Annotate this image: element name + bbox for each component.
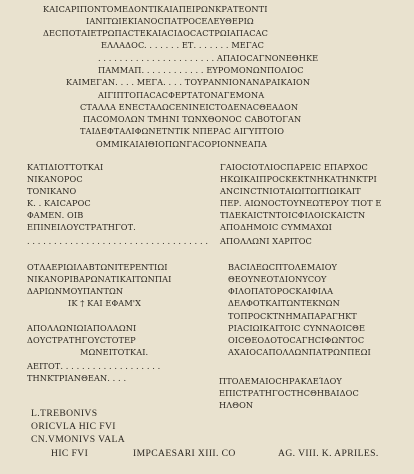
footer-center: IMPCAESARI XIII. CO	[133, 448, 236, 459]
left-col-line: ΝΙΚΑΝΟΡΙΒΑΡΩΝΑΤΙΚΑΙΤΩΝΠΑΙ	[27, 274, 172, 284]
left-col-line: ΕΠΙΝΕΙΛΟΥCΤΡΑΤΗΓΟΤ.	[27, 222, 136, 232]
left-col-line: ΟΤΛΑΕΡΙΩΙΛΑΒΤΩΝΙΤΕΡΕΝΤΙΩΙ	[27, 262, 168, 272]
left-col-line: ΔΟΥCΤΡΑΤΗΓΟΥCΤΟΤΕΡ	[27, 335, 136, 345]
top-line: ΙΑΝΙΤΩΙΕΚΙΑΝΟCΠΑΤΡΟCΕΛΕΥΘΕΡΙΩ	[86, 16, 254, 26]
right-col-line: ΤΟΠΡΟCΚΤΝΗΜΑΠΑΡΑΓΗΚΤ	[228, 311, 357, 321]
left-col-line: ΦΑΜΕΝ. ΟΙΒ	[27, 210, 84, 220]
latin-line: ORICVLA HIC FVI	[31, 421, 116, 432]
right-col-line: ΤΙΔΕΚΑΙCΤΝΤΟΙCΦΙΛΟΙCΚΑΙCΤΝ	[220, 210, 366, 220]
left-col-line: Κ. . ΚΑΙCΑΡΟC	[27, 198, 91, 208]
top-line: ΑΙΓΙΠΤΟΠΑCΑCΦΕΡΤΑΤΟΝΑΓΕΜΟΝΑ	[98, 90, 265, 100]
right-col-line: ΓΑΙΟCΙΟΤΛΙΟCΠΑΡΕΙC ΕΠΑΡΧΟC	[220, 162, 368, 172]
top-line: ΠΑCΟΜΟΛΩΝ ΤΜΗΝΙ ΤΩΝΧΘΟΝΟC CΑΒΟΤΟΓΑΝ	[83, 114, 302, 124]
right-col-line: ΕΠΙCΤΡΑΤΗΓΟCΤΗCΘΗΒΑΙΔΟC	[219, 388, 359, 398]
right-col-line: ΦΙΛΟΠΑΤΟΡΟCΚΑΙΦΙΛΑ	[228, 286, 334, 296]
top-line: ΤΑΙΔΕΦΤΑΛΙΦΩΝΕΤΝΤΙΚ ΝΠΕΡΑC ΑΙΓΥΠΤΟΙΟ	[80, 126, 285, 136]
right-col-line: ΑΧΑΙΟCΑΠΟΛΛΩΝΠΑΤΡΩΝΠΕΩΙ	[228, 347, 371, 357]
top-line: CΤΑΛΛΑ ΕΝΕCΤΑΛΩCΕΝΙΝΕΙCΤΟΔΕΝΑCΘΕΑΔΟΝ	[80, 102, 299, 112]
right-col-line: ΑΝCΙΝCΤΝΙΟΤΑΙΩΙΤΩΙΤΙΩΙΚΑΙΤ	[220, 186, 361, 196]
top-line: ΠΑΜΜΑΠ. . . . . . . . . . . . ΕΥΡΟΜΟΝΩΝΠΟΛΙΟC	[98, 65, 304, 75]
latin-line: HIC FVI	[51, 448, 89, 459]
left-col-line: ΑΠΟΛΛΩΝΙΩΙΑΠΟΛΛΩΝΙ	[27, 323, 137, 333]
right-col-line: ΠΤΟΛΕΜΑΙΟCΗΡΑΚΛΕΊΔΟΥ	[219, 376, 342, 386]
top-line: ΚΑΙCΑΡΙΠΟΝΤΟΜΕΔΟΝΤΙΚΑΙΑΠΕΙΡΩΝΚΡΑΤΕΟΝΤΙ	[43, 4, 268, 14]
left-col-line: ΤΟΝΙΚΑΝΟ	[27, 186, 77, 196]
right-col-line: ΠΕΡ. ΑΙΩΝΟCΤΟΥΝΕΩΤΕΡΟΥ ΤΙΟΤ Ε	[220, 198, 382, 208]
right-col-line: ΑΠΟΔΗΜΟΙC CΥΜΜΑΧΩΙ	[220, 222, 333, 232]
left-col-line: . . . . . . . . . . . . . . . . . . . . . . . . . . . . . . . . . .	[27, 236, 209, 246]
top-line: . . . . . . . . . . . . . . . . . . . . . . ΑΠΑΙΟCΑΓΝΟΝΕΘΗΚΕ	[98, 53, 319, 63]
top-line: ΕΛΛΑΔΟC. . . . . . . ΕΤ. . . . . . . ΜΕΓΑC	[101, 40, 265, 50]
latin-line: CN.VMONIVS VALA	[31, 434, 126, 445]
top-line: ΟΜΜΙΚΑΙΑΙΘΙΟΠΩΝΓΑCΟΡΙΟΝΝΕΑΠΑ	[96, 139, 267, 149]
left-col-line: ΤΗΝΚΤΡΙΑΝΘΕΑΝ. . . .	[27, 373, 127, 383]
top-line: ΚΑΙΜΕΓΑΝ. . . . ΜΕΓΑ. . . . ΤΟΥΡΑΝΝΙΟΝΑΝΔΡΑΙΚΑΙΟΝ	[66, 77, 311, 87]
left-col-line: ΙΚ † ΚΑΙ ΕΦΑΜ'Χ	[68, 298, 142, 308]
left-col-line: ΔΑΡΙΩΝΜΟΥΠΑΝΤΩΝ	[27, 286, 124, 296]
left-col-line: ΜΩΝΕΙΤΟΤΚΑΙ.	[80, 347, 149, 357]
left-col-line: ΚΑΤΙΔΙΟΤΤΟΤΚΑΙ	[27, 162, 104, 172]
right-col-line: ΗΚΩΙΚΑΙΠΡΟCΚΕΚΤΝΗΚΑΤΗΝΚΤΡΙ	[220, 174, 377, 184]
right-col-line: ΑΠΟΛΛΩΝΙ ΧΑΡΙΤΟC	[220, 236, 312, 246]
left-col-line: ΝΙΚΑΝΟΡΟC	[27, 174, 83, 184]
right-col-line: ΟΙCΘΕΟΔΟΤΟCΑΓΗCΙΦΩΝΤΟC	[228, 335, 365, 345]
right-col-line: ΗΛΘΟΝ	[219, 400, 254, 410]
right-col-line: ΡΙΑCΙΩΙΚΑΙΤΟΙC CΥΝΝΑΟΙCΘΕ	[228, 323, 366, 333]
top-line: ΔΕCΠΟΤΑΙΕΤΡΩΠΑCΤΕΚΑΙΑCΙΔΟCΑCΤΡΩΙΑΠΑCΑC	[43, 28, 269, 38]
latin-line: L.TREBONIVS	[31, 408, 98, 419]
footer-right: AG. VIII. K. APRILES.	[278, 448, 379, 459]
right-col-line: ΔΕΛΦΟΤΚΑΙΤΩΝΤΕΚΝΩΝ	[228, 298, 340, 308]
right-col-line: ΘΕΟΥΝΕΟΤΔΙΟΝΥCΟΥ	[228, 274, 327, 284]
right-col-line: ΒΑCΙΛΕΩCΠΤΟΛΕΜΑΙΟΥ	[228, 262, 338, 272]
left-col-line: ΑΕΙΤΟΤ. . . . . . . . . . . . . . . . . . .	[27, 361, 161, 371]
